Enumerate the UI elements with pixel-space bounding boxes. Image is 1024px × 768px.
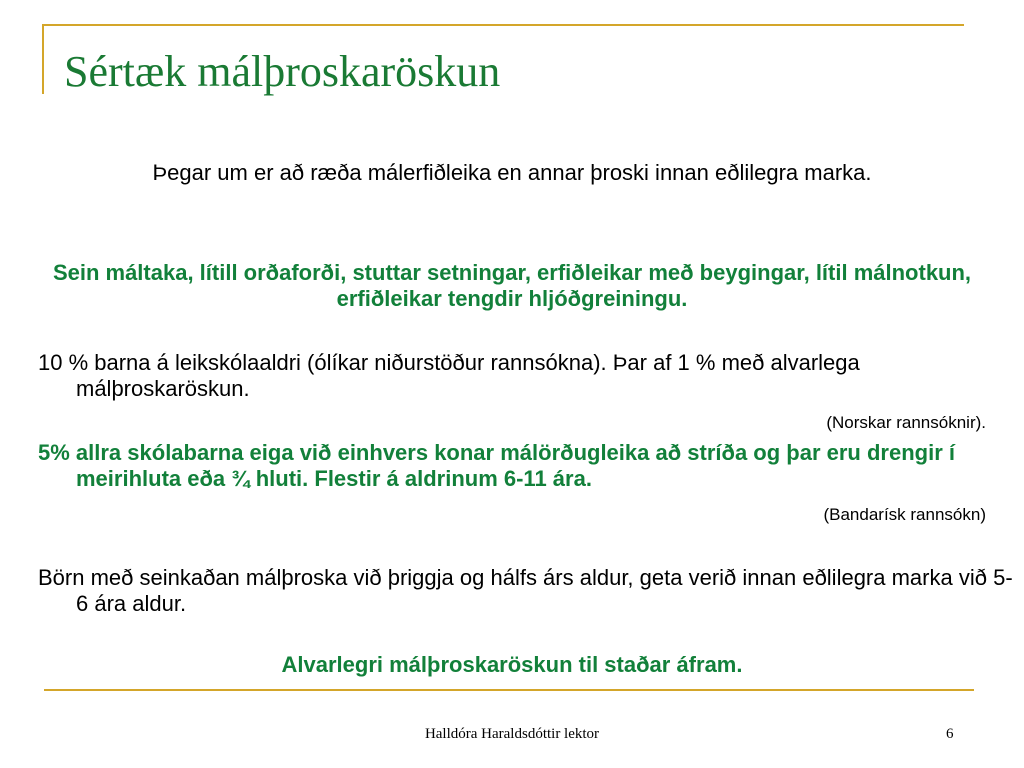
preschool-statistic: 10 % barna á leikskólaaldri (ólíkar niðurstöður rannsókna). Þar af 1 % með alvarlega málþroskaröskun.	[38, 350, 860, 401]
american-source-citation: (Bandarísk rannsókn)	[823, 505, 986, 524]
footer-author: Halldóra Haraldsdóttir lektor	[424, 726, 600, 742]
school-age-statistic: 5% allra skólabarna eiga við einhvers konar málörðugleika að stríða og þar eru drengir í meirihluta eða ¾ hluti. Flestir á aldrinum 6-11 ára.	[38, 440, 955, 491]
left-border-line	[42, 24, 44, 94]
slide-title: Sértæk málþroskaröskun	[64, 47, 501, 96]
symptoms-paragraph: Sein máltaka, lítill orðaforði, stuttar setningar, erfiðleikar með beygingar, lítil málnotkun, erfiðleikar tengdir hljóðgreiningu.	[52, 260, 972, 311]
top-border-line	[44, 24, 964, 26]
page-number: 6	[946, 726, 954, 742]
bottom-border-line	[44, 689, 974, 691]
conclusion-paragraph: Alvarlegri málþroskaröskun til staðar áfram.	[281, 652, 743, 677]
norwegian-source-citation: (Norskar rannsóknir).	[826, 413, 986, 432]
delayed-development-paragraph: Börn með seinkaðan málþroska við þriggja og hálfs árs aldur, geta verið innan eðlilegra marka við 5-6 ára aldur.	[38, 565, 1013, 616]
intro-paragraph: Þegar um er að ræða málerfiðleika en annar þroski innan eðlilegra marka.	[152, 160, 872, 185]
